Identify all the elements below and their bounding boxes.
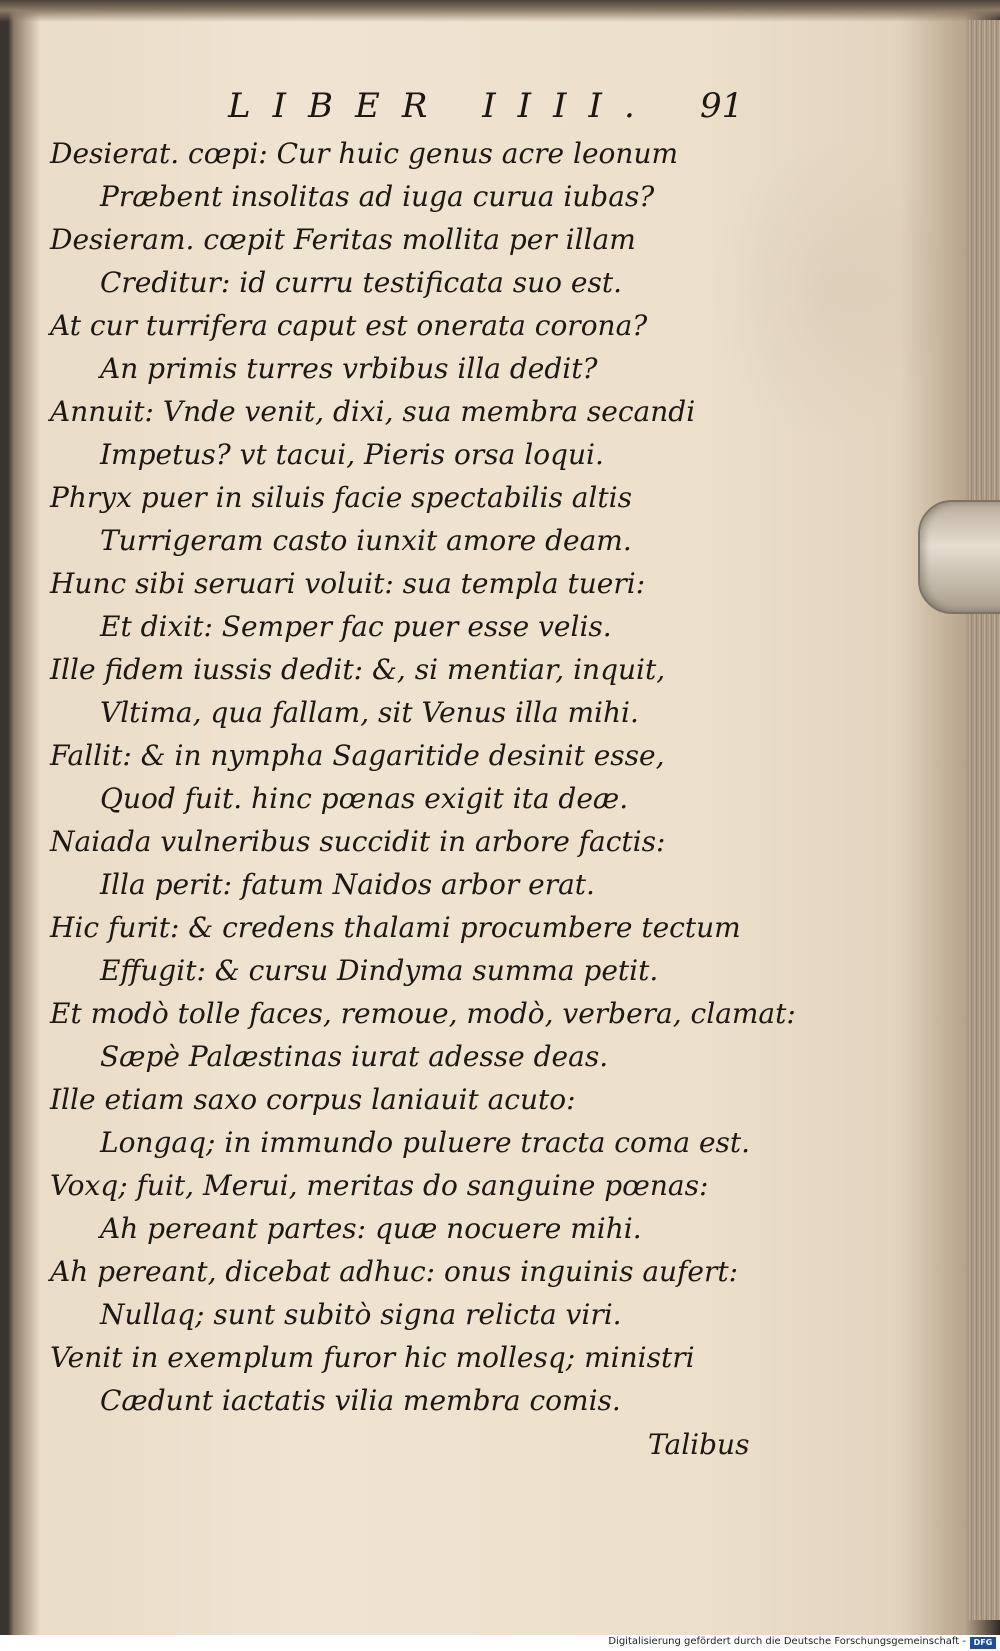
verse-line: Impetus? vt tacui, Pieris orsa loqui.	[100, 438, 604, 471]
verse-line: At cur turrifera caput est onerata corona?	[50, 309, 648, 342]
page-number: 91	[700, 86, 744, 126]
verse-line: Ah pereant partes: quæ nocuere mihi.	[100, 1212, 642, 1245]
verse-line: Longaq; in immundo puluere tracta coma est.	[100, 1126, 751, 1159]
dfg-logo: DFG	[970, 1637, 996, 1649]
verse-line: Vltima, qua fallam, sit Venus illa mihi.	[100, 696, 639, 729]
verse-line: Hic furit: & credens thalami procumbere tectum	[50, 911, 741, 944]
verse-line: Venit in exemplum furor hic mollesq; ministri	[50, 1341, 695, 1374]
verse-line: Illa perit: fatum Naidos arbor erat.	[100, 868, 595, 901]
verse-line: Naiada vulneribus succidit in arbore factis:	[50, 825, 666, 858]
verse-line: Sæpè Palæstinas iurat adesse deas.	[100, 1040, 609, 1073]
verse-line: Desieram. cœpit Feritas mollita per illam	[50, 223, 636, 256]
verse-line: Præbent insolitas ad iuga curua iubas?	[100, 180, 655, 213]
verse-line: Nullaq; sunt subitò signa relicta viri.	[100, 1298, 622, 1331]
digitization-credit: Digitalisierung gefördert durch die Deutsche Forschungsgemeinschaft -	[608, 1636, 966, 1647]
verse-line: Hunc sibi seruari voluit: sua templa tueri:	[50, 567, 646, 600]
verse-line: Turrigeram casto iunxit amore deam.	[100, 524, 632, 557]
verse-line: An primis turres vrbibus illa dedit?	[100, 352, 598, 385]
verse-line: Ah pereant, dicebat adhuc: onus inguinis aufert:	[50, 1255, 739, 1288]
verse-line: Ille etiam saxo corpus laniauit acuto:	[50, 1083, 576, 1116]
running-title: LIBER IIII.	[228, 86, 657, 126]
verse-line: Effugit: & cursu Dindyma summa petit.	[100, 954, 659, 987]
verse-line: Cædunt iactatis vilia membra comis.	[100, 1384, 621, 1417]
verse-line: Et modò tolle faces, remoue, modò, verbera, clamat:	[50, 997, 796, 1030]
book-clip	[918, 500, 1000, 614]
verse-line: Creditur: id curru testificata suo est.	[100, 266, 623, 299]
catchword: Talibus	[648, 1428, 750, 1461]
verse-line: Annuit: Vnde venit, dixi, sua membra secandi	[50, 395, 696, 428]
verse-line: Fallit: & in nympha Sagaritide desinit esse,	[50, 739, 665, 772]
verse-block	[50, 132, 810, 1422]
verse-line: Phryx puer in siluis facie spectabilis altis	[50, 481, 632, 514]
verse-line: Quod fuit. hinc pœnas exigit ita deæ.	[100, 782, 629, 815]
page-top-shadow	[0, 0, 1000, 22]
page-header	[0, 86, 1000, 136]
verse-line: Voxq; fuit, Merui, meritas do sanguine pœnas:	[50, 1169, 709, 1202]
verse-line: Et dixit: Semper fac puer esse velis.	[100, 610, 612, 643]
verse-line: Ille fidem iussis dedit: &, si mentiar, inquit,	[50, 653, 666, 686]
page-fore-edge	[968, 20, 1000, 1620]
verse-line: Desierat. cœpi: Cur huic genus acre leonum	[50, 137, 679, 170]
